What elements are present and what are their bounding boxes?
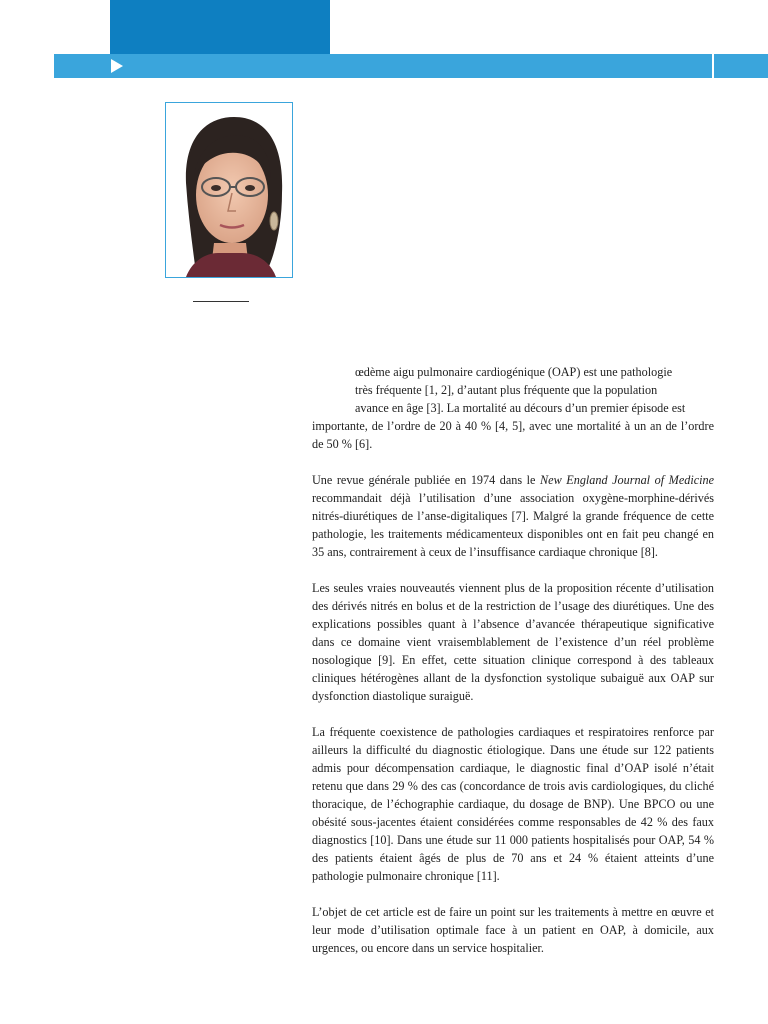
paragraph-introduction — [312, 363, 714, 453]
p2-after: recommandait déjà l’utilisation d’une association oxygène-morphine-dérivés nitrés-diurétiques de l’anse-digitaliques [7]. Malgré la grande fréquence de cette pathologie, les traitements médicamenteux disponibles ont en fait peu changé en 35 ans, contrairement à ceux de l’insuffisance cardiaque chronique [8]. — [312, 491, 714, 559]
article-body — [312, 363, 714, 975]
header-bar — [54, 54, 768, 78]
author-portrait-illustration — [166, 103, 292, 277]
lead-line-3: avance en âge [3]. La mortalité au décours d’un premier épisode est — [355, 401, 686, 415]
paragraph-coexistence: La fréquente coexistence de pathologies cardiaques et respiratoires renforce par ailleurs la difficulté du diagnostic étiologique. Dans une étude sur 122 patients admis pour décompensation cardiaque, le diagnostic final d’OAP isolé n’était retenu que dans 29 % des cas (concordance de trois avis cardiologiques, du cliché thoracique, de l’échographie cardiaque, du dosage de BNP). Une BPCO ou une obésité sous-jacentes étaient considérées comme responsables de 42 % des faux diagnostics [10]. Dans une étude sur 11 000 patients hospitalisés pour OAP, 54 % des patients étaient âgés de plus de 70 ans et 24 % étaient atteints d’une pathologie pulmonaire chronique [11]. — [312, 725, 714, 883]
lead-rest: importante, de l’ordre de 20 à 40 % [4, 5], avec une mortalité à un an de l’ordre de 50 % [6]. — [312, 419, 714, 451]
header-tab-block — [110, 0, 330, 54]
paragraph-review — [312, 471, 714, 561]
paragraph-objective: L’objet de cet article est de faire un point sur les traitements à mettre en œuvre et leur mode d’utilisation optimale face à un patient en OAP, à domicile, aux urgences, ou encore dans un service hospitalier. — [312, 905, 714, 955]
journal-title: New England Journal of Medicine — [540, 473, 715, 487]
paragraph-novelties: Les seules vraies nouveautés viennent plus de la proposition récente d’utilisation des dérivés nitrés en bolus et de la restriction de l’usage des diurétiques. Une des explications possibles quant à l’absence d’avancée thérapeutique significative dans ce domaine vient vraisemblablement de l’existence d’un réel problème nosologique [9]. En effet, cette situation clinique correspond à des tableaux cliniques hétérogènes allant de la dysfonction systolique subaiguë aux OAP sur dysfonction diastolique suraiguë. — [312, 581, 714, 703]
author-photo — [165, 102, 293, 278]
lead-line-1: œdème aigu pulmonaire cardiogénique (OAP) est une pathologie — [355, 365, 673, 379]
header-bar-divider — [712, 54, 714, 78]
author-name-rule — [193, 301, 249, 302]
play-arrow-icon — [111, 59, 123, 73]
p2-before: Une revue générale publiée en 1974 dans le — [312, 473, 541, 487]
lead-line-2: très fréquente [1, 2], d’autant plus fréquente que la population — [355, 383, 658, 397]
